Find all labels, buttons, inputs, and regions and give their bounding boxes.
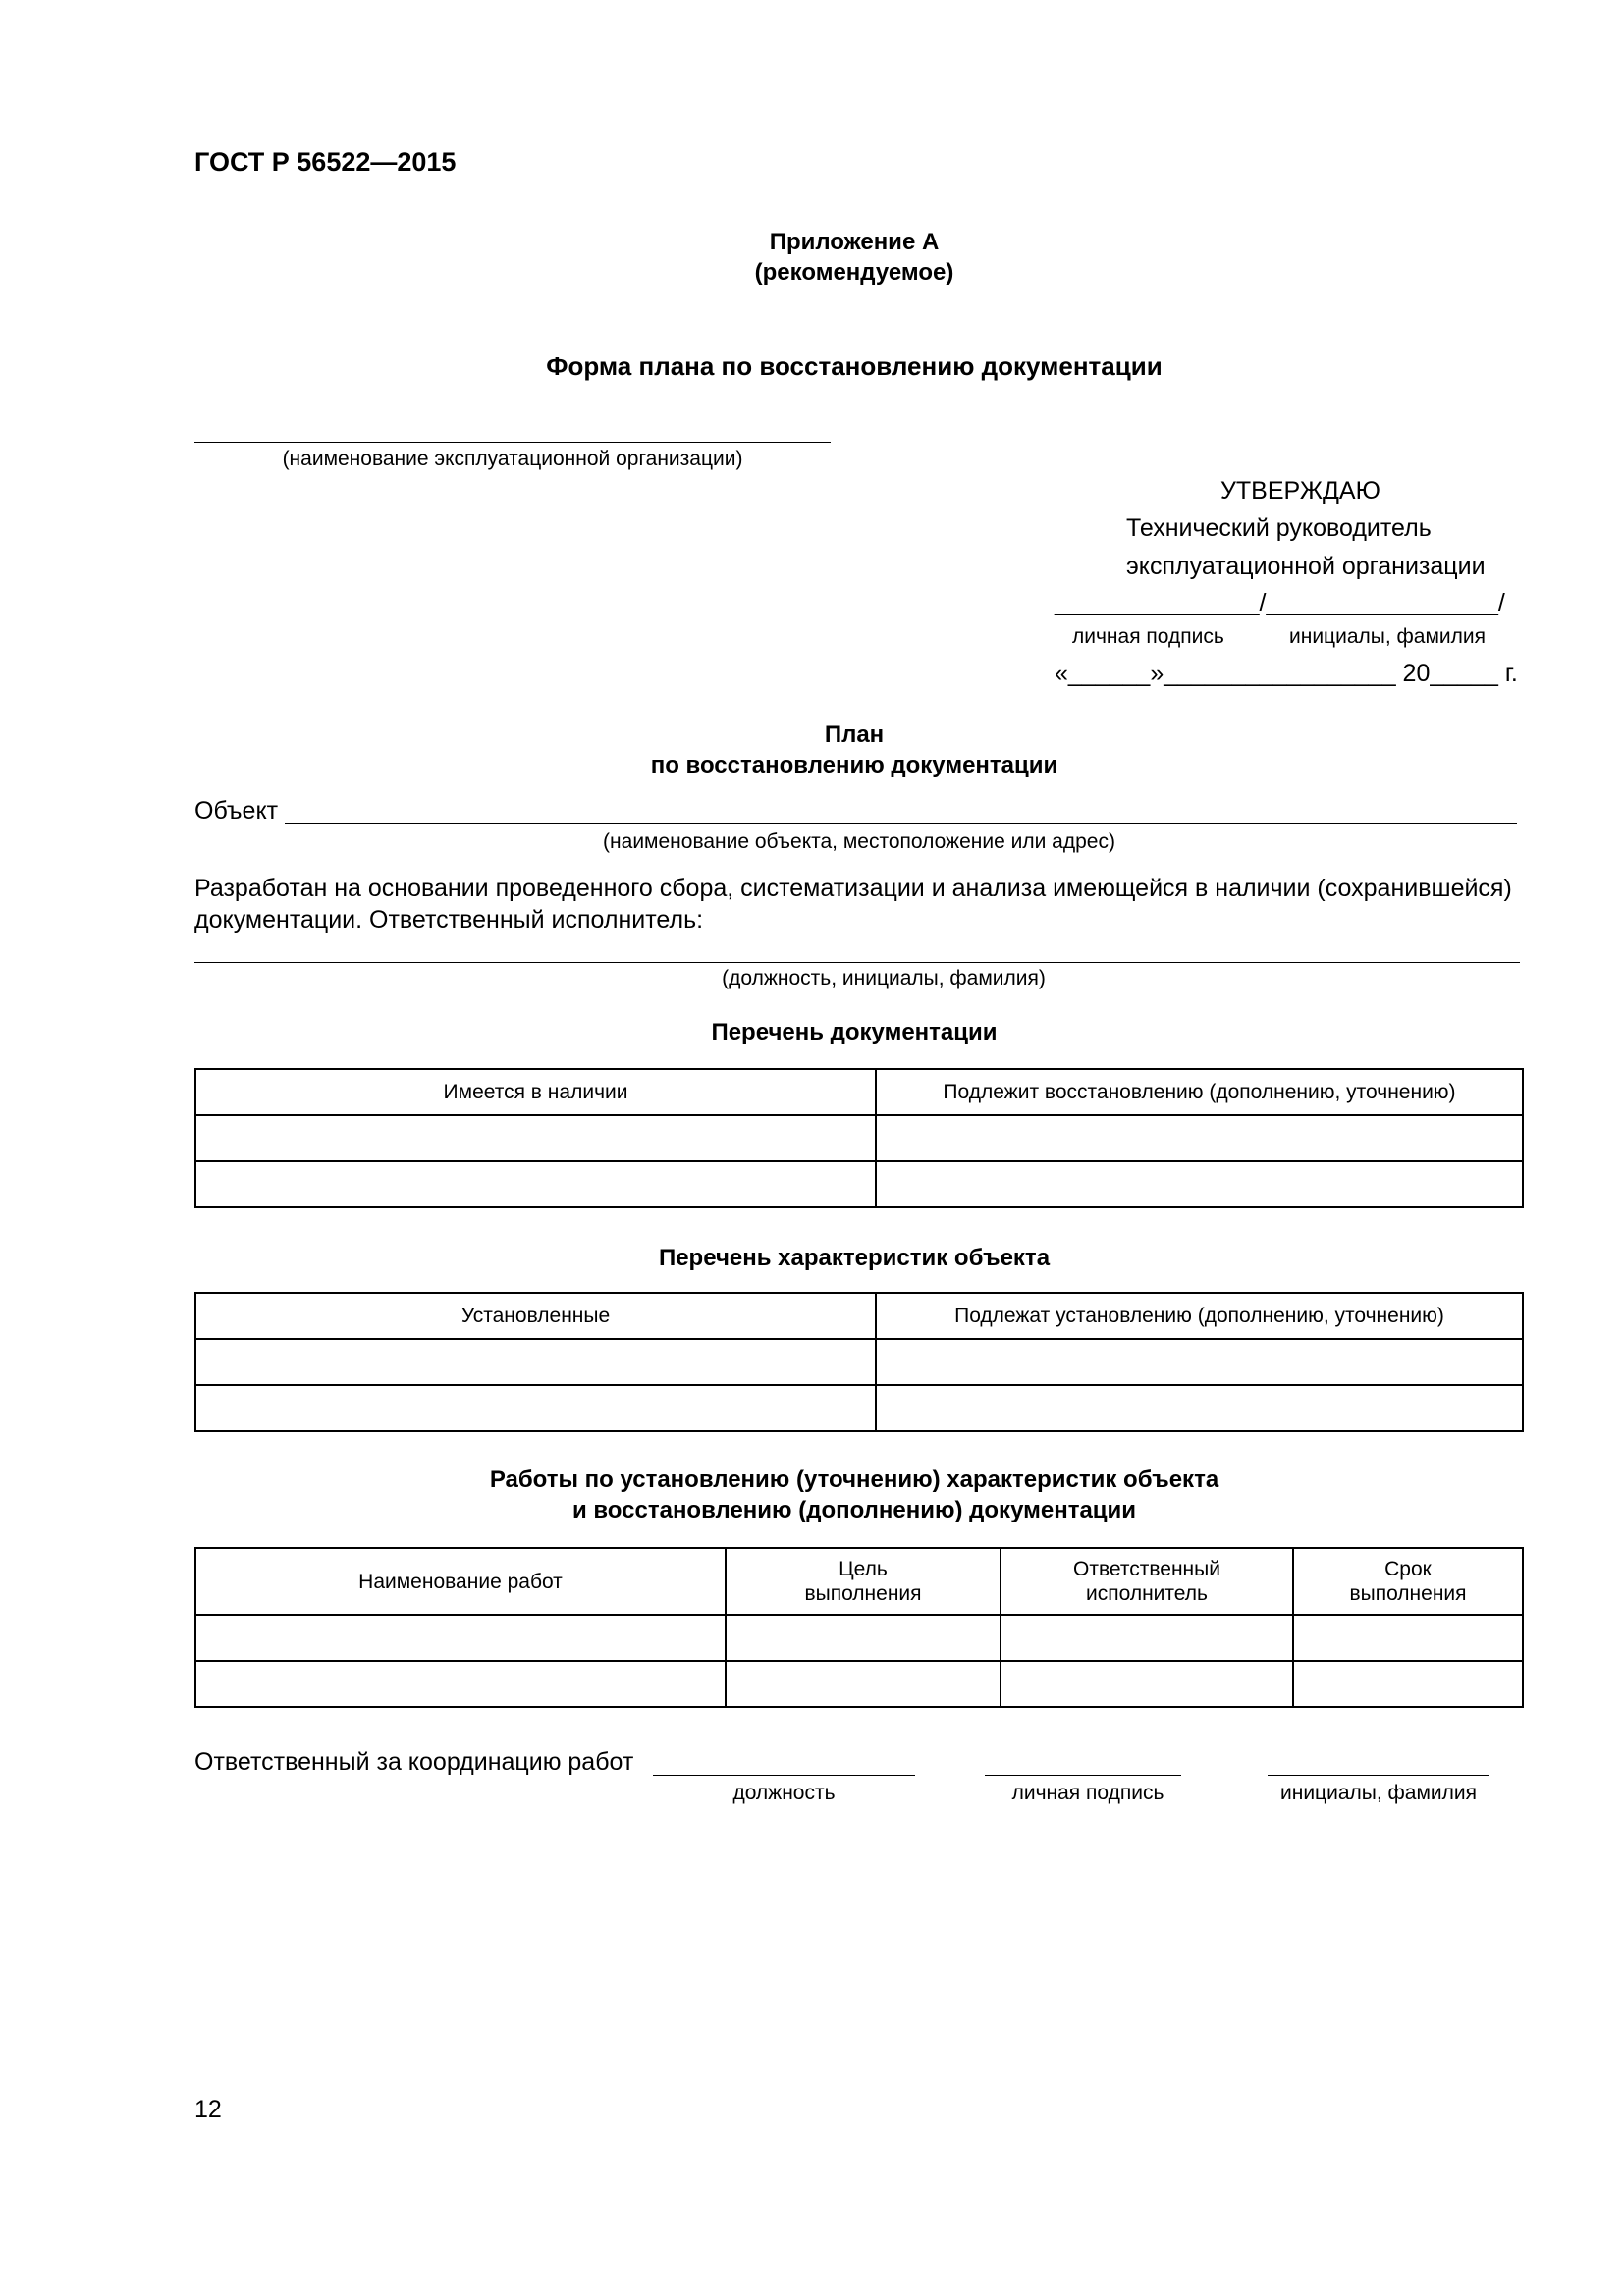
table-cell[interactable] [876, 1385, 1523, 1431]
approver-signature-caption: личная подпись [1072, 625, 1224, 648]
table-cell[interactable] [195, 1115, 876, 1161]
column-header-line: Срок [1384, 1558, 1432, 1580]
table-cell[interactable] [195, 1661, 726, 1707]
column-header: Подлежит восстановлению (дополнению, уточнению) [876, 1069, 1523, 1115]
table-cell[interactable] [1001, 1615, 1293, 1661]
column-header: Подлежат установлению (дополнению, уточнению) [876, 1293, 1523, 1339]
column-header: Установленные [195, 1293, 876, 1339]
table-cell[interactable] [195, 1615, 726, 1661]
organization-line[interactable] [194, 442, 831, 443]
table-cell[interactable] [1001, 1661, 1293, 1707]
organization-caption: (наименование эксплуатационной организации) [282, 448, 743, 470]
table-cell[interactable] [1293, 1661, 1523, 1707]
appendix-status: (рекомендуемое) [754, 259, 954, 286]
column-header-line: исполнитель [1086, 1582, 1208, 1605]
table-row [195, 1339, 1523, 1385]
approve-label: УТВЕРЖДАЮ [1220, 477, 1380, 505]
coordinator-position-line[interactable] [653, 1775, 915, 1776]
column-header [1293, 1548, 1523, 1615]
approver-initials-caption: инициалы, фамилия [1289, 625, 1486, 648]
works-table-title: Работы по установлению (уточнению) характеристик объекта [489, 1467, 1219, 1493]
works-table-subtitle: и восстановлению (дополнению) документации [571, 1497, 1137, 1523]
table-cell[interactable] [876, 1339, 1523, 1385]
works-table [194, 1547, 1524, 1708]
approver-signature-line[interactable]: _______________/_________________/ [1055, 589, 1505, 616]
approver-role-line2: эксплуатационной организации [1126, 553, 1486, 580]
table-cell[interactable] [1293, 1615, 1523, 1661]
basis-text-line1: Разработан на основании проведенного сбора, систематизации и анализа имеющейся в наличии (сохранившейся) [194, 875, 1512, 902]
coordinator-signature-line[interactable] [985, 1775, 1181, 1776]
table-header-row [195, 1293, 1523, 1339]
approval-date-line[interactable]: «______»_________________ 20_____ г. [1055, 660, 1518, 687]
table-cell[interactable] [876, 1161, 1523, 1207]
table-cell[interactable] [195, 1339, 876, 1385]
appendix-title: Приложение А [769, 229, 940, 255]
characteristics-table [194, 1292, 1524, 1432]
column-header [726, 1548, 1001, 1615]
plan-subtitle: по восстановлению документации [650, 752, 1058, 778]
table-cell[interactable] [876, 1115, 1523, 1161]
column-header-line: выполнения [1349, 1582, 1467, 1605]
table-row [195, 1115, 1523, 1161]
table-header-row [195, 1069, 1523, 1115]
form-title: Форма плана по восстановлению документации [546, 351, 1163, 381]
table-header-row [195, 1548, 1523, 1615]
coordinator-position-caption: должность [732, 1782, 836, 1804]
table-cell[interactable] [195, 1161, 876, 1207]
documents-table-title: Перечень документации [711, 1019, 998, 1045]
table-cell[interactable] [726, 1615, 1001, 1661]
characteristics-table-title: Перечень характеристик объекта [658, 1245, 1051, 1271]
column-header-line: Ответственный [1073, 1558, 1220, 1580]
table-row [195, 1615, 1523, 1661]
column-header: Имеется в наличии [195, 1069, 876, 1115]
column-header [1001, 1548, 1293, 1615]
object-input-line[interactable] [285, 823, 1517, 824]
coordinator-initials-line[interactable] [1268, 1775, 1489, 1776]
executor-caption: (должность, инициалы, фамилия) [722, 967, 1046, 989]
column-header-line: Наименование работ [358, 1570, 563, 1593]
approver-role-line1: Технический руководитель [1126, 514, 1432, 542]
coordinator-label: Ответственный за координацию работ [194, 1748, 634, 1776]
page-number: 12 [194, 2096, 222, 2123]
documents-table [194, 1068, 1524, 1208]
table-row [195, 1161, 1523, 1207]
document-code: ГОСТ Р 56522—2015 [194, 147, 457, 177]
table-row [195, 1385, 1523, 1431]
plan-title: План [824, 721, 885, 748]
coordinator-initials-caption: инициалы, фамилия [1280, 1782, 1477, 1804]
column-header-line: Цель [839, 1558, 888, 1580]
column-header [195, 1548, 726, 1615]
executor-input-line[interactable] [194, 962, 1520, 963]
column-header-line: выполнения [804, 1582, 922, 1605]
object-caption: (наименование объекта, местоположение или адрес) [603, 830, 1115, 853]
basis-text-line2: документации. Ответственный исполнитель: [194, 906, 704, 934]
object-label: Объект [194, 797, 279, 825]
table-row [195, 1661, 1523, 1707]
table-cell[interactable] [195, 1385, 876, 1431]
table-cell[interactable] [726, 1661, 1001, 1707]
coordinator-signature-caption: личная подпись [1011, 1782, 1164, 1804]
